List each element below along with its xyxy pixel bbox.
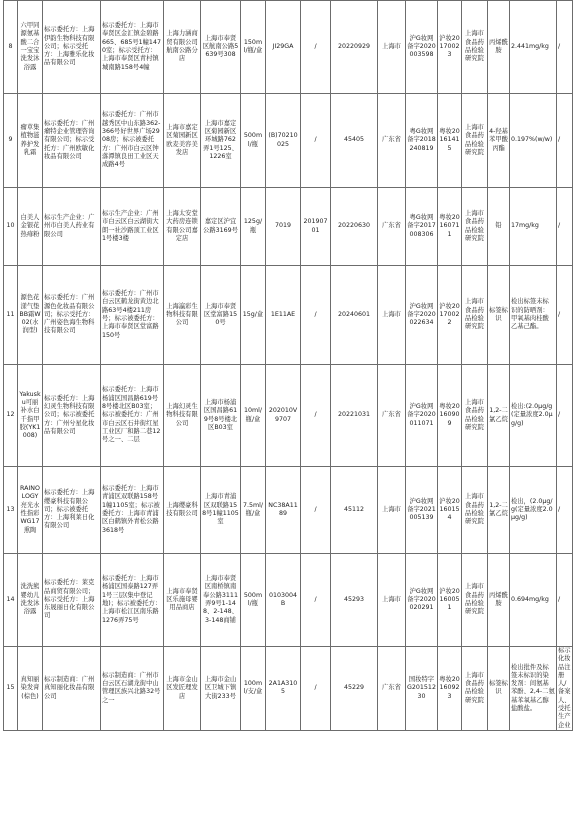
cell-spec: [241, 1, 266, 94]
cell-province: [378, 188, 406, 266]
cell-product-name-text: 六甲同源氨基酸二合一宝宝洗发沐浴露: [20, 22, 40, 71]
cell-batch-text: 0103004B: [268, 591, 298, 607]
cell-batch: [266, 94, 301, 188]
table-row: [4, 365, 573, 467]
cell-test-result: [510, 467, 557, 554]
cell-filing-number-text: 沪G妆网备字2020003598: [407, 34, 436, 59]
cell-failed-item: [488, 647, 510, 731]
cell-expiry-date: [331, 365, 378, 467]
cell-seller: [164, 467, 201, 554]
cell-production-license: [438, 467, 462, 554]
cell-test-result-text: 检出批件及标签未标识的染发剂：间氨基苯酚、2,4-二氨基苯氧基乙醇盐酸盐。: [511, 663, 555, 713]
cell-production-date: [301, 647, 331, 731]
cell-no-text: 9: [8, 136, 13, 144]
cell-production-date: [301, 94, 331, 188]
cell-failed-item-text: 1,2-二氯乙烷: [489, 407, 508, 423]
cell-production-license-text: 沪妆20160154: [439, 497, 460, 522]
cell-test-result-text: 检出，(2.0μg/g(定量浓度2.0μg/g): [511, 497, 553, 522]
cell-note: [557, 467, 573, 554]
cell-product-name-text: Yakusku可丽补水白千指甲胶(YK1008): [19, 390, 41, 440]
cell-company-address-text: 标示生产企业：广州市白云区白云湖街大朗一社沙路顶工业区1号楼3楼: [102, 209, 159, 242]
cell-expiry-date: [331, 554, 378, 647]
cell-spec-text: 500ml/瓶: [243, 132, 263, 148]
cell-filing-number-text: 沪G妆网备字2020011071: [407, 403, 436, 427]
cell-company-address-text: 标示委托方：上海市青浦区双联路158号1幢1105室；标示被委托方：上海市青浦区白鹤镇外青松公路3618号: [102, 485, 160, 534]
cell-seller: [164, 266, 201, 365]
cell-batch: [266, 188, 301, 266]
cell-province-text: 上海市: [382, 42, 401, 50]
cell-company-address: [101, 1, 164, 94]
cell-seller-address-text: 上海市青浦区双联路158号1幢1105室: [202, 493, 239, 526]
cell-company: [43, 647, 101, 731]
cell-testing-lab-text: 上海市食品药品检验研究院: [465, 123, 484, 156]
cell-expiry-date: [331, 467, 378, 554]
cell-company-text: 标示制造商：广州真知丽化妆品有限公司: [44, 676, 95, 700]
cell-production-license-text: 粤妆20161415: [439, 128, 460, 152]
cell-production-license: [438, 647, 462, 731]
cell-province-text: 广东省: [382, 411, 401, 419]
cell-seller-address: [201, 1, 241, 94]
cell-test-result: [510, 188, 557, 266]
cell-seller-text: 上海力涵商贸有限公司航南公路分店: [166, 30, 198, 63]
cell-no-text: 8: [8, 42, 13, 50]
cell-product-name: [18, 647, 43, 731]
cell-testing-lab: [462, 1, 488, 94]
cell-company-address: [101, 647, 164, 731]
cell-product-name: [18, 365, 43, 467]
cell-spec: [241, 467, 266, 554]
cell-production-date-text: /: [314, 684, 317, 692]
cell-testing-lab-text: 上海市食品药品检验研究院: [465, 671, 484, 704]
cell-filing-number: [406, 365, 438, 467]
cell-note: [557, 365, 573, 467]
cell-company-address-text: 标示委托方：上海市杨浦区国泰路127弄1号三层(集中登记地)；标示被委托方：上海市松江区南乐路1276弄75号: [102, 575, 162, 624]
cell-production-license: [438, 266, 462, 365]
cell-company-text: 标示生产企业：广州市白美人药业有限公司: [44, 214, 95, 238]
cell-note-text: /: [558, 310, 561, 318]
cell-company-address: [101, 365, 164, 467]
table-row: [4, 188, 573, 266]
cell-note-text: /: [558, 42, 561, 50]
cell-expiry-date-text: 45112: [343, 505, 365, 513]
cell-note-text: /: [558, 595, 561, 603]
cell-province: [378, 554, 406, 647]
cell-failed-item-text: 4-羟基苯甲酸丙酯: [489, 128, 508, 152]
cell-product-name: [18, 467, 43, 554]
cell-province: [378, 467, 406, 554]
cell-no-text: 14: [6, 595, 15, 603]
cell-production-license-text: 粤妆20160711: [439, 214, 460, 238]
cell-expiry-date-text: 20221031: [337, 411, 371, 419]
cell-seller-text: 上海市奉贤区乐施母婴用品商店: [166, 587, 198, 612]
cell-testing-lab: [462, 94, 488, 188]
cell-company-address-text: 标示委托方：广州市白云区鹤龙街黄边北路63号4楼211房号；标示被委托方：上海市奉贤区堂富路150号: [102, 290, 159, 339]
cell-failed-item: [488, 365, 510, 467]
cell-no-text: 13: [6, 505, 15, 513]
cell-product-name: [18, 554, 43, 647]
cell-test-result: [510, 365, 557, 467]
cell-spec: [241, 554, 266, 647]
cell-expiry-date-text: 20220929: [337, 42, 371, 50]
cell-production-license-text: 沪妆20170022: [439, 302, 460, 327]
cell-company-text: 标示委托方：上海缨豪科技有限公司；标示被委托方：上海利莱日化有限公司: [44, 489, 95, 530]
table-row: [4, 266, 573, 365]
cell-batch: [266, 1, 301, 94]
cell-spec: [241, 647, 266, 731]
cell-test-result-text: 检出标签未标识的防晒剂：甲氧基肉桂酸乙基己酯。: [511, 298, 549, 331]
cell-seller-text: 上海太安堂大药房连锁有限公司嘉定店: [166, 209, 198, 242]
cell-note: [557, 554, 573, 647]
cell-batch: [266, 266, 301, 365]
cell-seller-address-text: 上海市嘉定区菊园新区环城路762弄1号125、1226室: [203, 119, 238, 160]
cell-no-text: 11: [6, 310, 15, 318]
cell-no: [4, 188, 18, 266]
cell-batch: [266, 365, 301, 467]
cell-spec: [241, 188, 266, 266]
cell-company: [43, 467, 101, 554]
cell-no: [4, 554, 18, 647]
cell-seller-address: [201, 554, 241, 647]
cell-spec-text: 125g/瓶: [243, 218, 263, 234]
cell-production-date-text: 20190701: [303, 218, 328, 234]
cell-spec-text: 7.5ml/瓶/盒: [242, 501, 264, 517]
cell-filing-number: [406, 554, 438, 647]
cell-spec-text: 10ml/瓶/盒: [243, 407, 263, 423]
cell-seller-address: [201, 647, 241, 731]
table-row: [4, 467, 573, 554]
cell-production-date-text: /: [314, 411, 317, 419]
cell-expiry-date-text: 45293: [343, 595, 365, 603]
cell-testing-lab: [462, 554, 488, 647]
cell-company-text: 标示委托方：上海伊韵生物科技有限公司；标示受托方：上海雅乐化妆品有限公司: [44, 26, 95, 67]
cell-testing-lab: [462, 188, 488, 266]
cell-spec-text: 150ml/瓶/盒: [243, 38, 263, 54]
cell-production-date-text: /: [314, 310, 317, 318]
cell-company: [43, 1, 101, 94]
cell-seller-address: [201, 266, 241, 365]
cell-seller: [164, 1, 201, 94]
cell-product-name-text: 洗洗熊婴幼儿洗发沐浴露: [20, 583, 40, 616]
cell-batch-text: NC38A1189: [268, 501, 298, 517]
cell-seller-address-text: 上海市杨浦区国昌路619号8号楼北区B03室: [203, 398, 238, 431]
cell-product-name-text: 源色花漾气垫BB霜W02(水润型): [19, 294, 41, 335]
cell-filing-number-text: 粤G妆网备字2018240819: [407, 128, 436, 152]
cell-filing-number-text: 国妆特字G20151230: [407, 676, 436, 700]
cell-company-address: [101, 266, 164, 365]
cell-filing-number: [406, 266, 438, 365]
cell-batch: [266, 554, 301, 647]
cell-failed-item-text: 丙烯酰胺: [489, 38, 508, 54]
cell-production-date: [301, 188, 331, 266]
cell-filing-number: [406, 188, 438, 266]
cell-test-result-text: 17mg/kg: [511, 222, 539, 230]
cell-production-date-text: /: [314, 595, 317, 603]
cell-company: [43, 365, 101, 467]
cell-product-name: [18, 1, 43, 94]
cell-company-address: [101, 467, 164, 554]
cell-company-address: [101, 94, 164, 188]
cell-expiry-date-text: 45405: [343, 136, 365, 144]
cell-test-result-text: 2.441mg/kg: [511, 42, 549, 50]
cell-spec-text: 100ml/支/盒: [243, 680, 263, 696]
cell-failed-item: [488, 467, 510, 554]
cell-note-text: /: [558, 222, 561, 230]
cell-note: [557, 188, 573, 266]
cell-company: [43, 94, 101, 188]
cell-failed-item: [488, 188, 510, 266]
cell-expiry-date: [331, 266, 378, 365]
cell-production-license-text: 粤妆20160909: [439, 403, 460, 427]
cell-production-date: [301, 1, 331, 94]
inspection-results-table: [3, 0, 573, 731]
cell-seller-address: [201, 94, 241, 188]
cell-failed-item-text: 标签标识: [489, 680, 508, 696]
cell-production-date-text: /: [314, 42, 317, 50]
cell-filing-number: [406, 1, 438, 94]
cell-company-address-text: 标示制造商：广州市白云区石湖龙街中山管理区族兴北路32号之一: [102, 671, 161, 704]
cell-company-text: 标示委托方：上海幻灵生物科技有限公司；标示被委托方：广州兮星化妆品有限公司: [44, 394, 95, 435]
cell-production-license-text: 沪妆20170023: [439, 34, 460, 59]
cell-expiry-date-text: 20220630: [337, 222, 371, 230]
cell-production-license: [438, 1, 462, 94]
cell-failed-item: [488, 94, 510, 188]
cell-test-result-text: 0.197%(w/w): [511, 136, 553, 144]
table-row: [4, 554, 573, 647]
cell-expiry-date-text: 20240601: [337, 310, 371, 318]
cell-product-name: [18, 188, 43, 266]
cell-seller: [164, 647, 201, 731]
cell-seller: [164, 188, 201, 266]
table-row: [4, 94, 573, 188]
cell-spec-text: 500ml/瓶: [243, 591, 263, 607]
cell-no: [4, 1, 18, 94]
cell-failed-item-text: 标签标识: [489, 306, 508, 322]
cell-production-license: [438, 554, 462, 647]
cell-test-result-text: 检出:(2.0μg/g(定量浓度2.0μg/g): [511, 403, 553, 427]
cell-province: [378, 266, 406, 365]
cell-company-address-text: 标示委托方：上海市杨浦区国昌路619号8号楼北区B03室；标示被委托方：广州市白云区石井街红星工业区厂和路二巷12号之一、二层: [102, 386, 161, 444]
cell-test-result: [510, 554, 557, 647]
cell-production-license: [438, 188, 462, 266]
cell-no-text: 12: [6, 411, 15, 419]
cell-company-address: [101, 188, 164, 266]
cell-test-result: [510, 1, 557, 94]
cell-failed-item-text: 丙烯酰胺: [489, 591, 508, 607]
table-row: [4, 647, 573, 731]
cell-product-name: [18, 266, 43, 365]
cell-batch-text: 7019: [274, 222, 292, 230]
cell-testing-lab: [462, 647, 488, 731]
cell-no: [4, 266, 18, 365]
cell-note-text: /: [558, 411, 561, 419]
cell-filing-number-text: 沪G妆网备字2020020291: [407, 587, 436, 612]
cell-expiry-date: [331, 188, 378, 266]
cell-seller-text: 上海市嘉定区菊园新区欧麦美容美发店: [166, 123, 198, 156]
cell-batch-text: 202010V9707: [268, 407, 298, 423]
cell-testing-lab: [462, 266, 488, 365]
cell-product-name-text: 白美人金银花热痱粉: [20, 214, 40, 238]
cell-production-license-text: 沪妆20160051: [439, 587, 460, 612]
cell-production-date-text: /: [314, 505, 317, 513]
cell-no: [4, 467, 18, 554]
cell-testing-lab: [462, 467, 488, 554]
cell-province-text: 上海市: [382, 595, 401, 603]
cell-failed-item: [488, 1, 510, 94]
cell-production-date: [301, 266, 331, 365]
cell-company-address-text: 标示委托方：上海市奉贤区金汇镇金碧路665、685号1幢1470室；标示受托方：上海市奉贤区青村镇城南路158号4幢: [102, 22, 161, 71]
cell-test-result: [510, 266, 557, 365]
cell-province-text: 上海市: [382, 310, 401, 318]
cell-testing-lab-text: 上海市食品药品检验研究院: [465, 493, 484, 526]
cell-seller-address-text: 上海市奉贤区南桥镇南奉公路3111弄9号1-148、2-148、3-148商铺: [203, 575, 238, 624]
cell-test-result: [510, 94, 557, 188]
table-row: [4, 1, 573, 94]
cell-note-text: /: [558, 505, 561, 513]
cell-note: [557, 94, 573, 188]
cell-batch: [266, 467, 301, 554]
cell-note-text: 标示化妆品注册人/备案人、受托生产企业: [558, 647, 571, 729]
cell-province-text: 上海市: [382, 505, 401, 513]
cell-province: [378, 365, 406, 467]
cell-company-text: 标示委托方：莱克品商贸有限公司；标示受托方：上海东晟丽日化有限公司: [44, 579, 95, 620]
cell-failed-item: [488, 554, 510, 647]
cell-production-date: [301, 554, 331, 647]
cell-province: [378, 1, 406, 94]
cell-note: [557, 1, 573, 94]
cell-filing-number-text: 粤G妆网备字2017008306: [407, 214, 436, 238]
cell-production-date-text: /: [314, 136, 317, 144]
cell-seller-address: [201, 365, 241, 467]
cell-seller: [164, 94, 201, 188]
cell-testing-lab-text: 上海市食品药品检验研究院: [465, 583, 484, 616]
cell-production-date: [301, 467, 331, 554]
cell-failed-item-text: 铅: [495, 222, 502, 230]
cell-seller-text: 上海瀛彩生物科技有限公司: [166, 302, 198, 327]
cell-production-license: [438, 365, 462, 467]
cell-no: [4, 647, 18, 731]
cell-province-text: 广东省: [382, 684, 401, 692]
cell-product-name-text: RAINOLOGY亮光水性指彩WG17熏陶: [20, 485, 40, 534]
cell-company-address: [101, 554, 164, 647]
cell-production-date: [301, 365, 331, 467]
cell-seller-address-text: 上海市奉贤区航南公路5639号308: [202, 34, 239, 59]
cell-seller: [164, 554, 201, 647]
cell-no-text: 15: [6, 684, 15, 692]
cell-batch-text: 1E11AE: [270, 310, 296, 318]
cell-expiry-date: [331, 647, 378, 731]
cell-failed-item-text: 1,2-二氯乙烷: [489, 501, 508, 517]
cell-testing-lab: [462, 365, 488, 467]
cell-expiry-date: [331, 1, 378, 94]
cell-testing-lab-text: 上海市食品药品检验研究院: [465, 209, 484, 242]
cell-spec-text: 15g/盒: [242, 310, 264, 318]
cell-batch-text: 2A1A3105: [268, 680, 298, 696]
cell-no-text: 10: [6, 222, 15, 230]
cell-seller-text: 上海市金山区发匠理发店: [166, 676, 198, 700]
cell-company-address-text: 标示委托方：广州市越秀区中山东路362-366号好世界广场2908房；标示被委托方：广州市白云区钟落潭镇良田工业区天成路4号: [102, 111, 161, 169]
cell-filing-number: [406, 94, 438, 188]
cell-production-license-text: 粤妆20160923: [439, 676, 460, 700]
cell-company: [43, 188, 101, 266]
cell-seller-address-text: 上海市奉贤区堂富路150号: [203, 302, 238, 327]
cell-production-license: [438, 94, 462, 188]
cell-seller-text: 上海缨豪科技有限公司: [166, 501, 198, 517]
cell-filing-number: [406, 647, 438, 731]
cell-expiry-date-text: 45229: [343, 684, 365, 692]
cell-testing-lab-text: 上海市食品药品检验研究院: [465, 398, 484, 431]
cell-product-name-text: 真知丽染发膏(棕色): [20, 676, 40, 700]
cell-seller-address: [201, 467, 241, 554]
cell-test-result: [510, 647, 557, 731]
cell-province-text: 广东省: [382, 136, 401, 144]
cell-company: [43, 554, 101, 647]
cell-seller-address-text: 嘉定区沪宜公路3169号: [203, 218, 238, 234]
cell-seller-address: [201, 188, 241, 266]
cell-filing-number-text: 沪G妆网备字2021005139: [407, 497, 436, 522]
cell-note: [557, 647, 573, 731]
cell-testing-lab-text: 上海市食品药品检验研究院: [465, 30, 484, 63]
cell-province: [378, 94, 406, 188]
cell-seller-address-text: 上海市金山区卫城下镇大街233号: [204, 676, 237, 700]
cell-spec: [241, 266, 266, 365]
cell-note-text: /: [558, 136, 561, 144]
cell-province-text: 广东省: [382, 222, 401, 230]
cell-province: [378, 647, 406, 731]
cell-filing-number-text: 沪G妆网备字2020022634: [407, 302, 436, 327]
cell-batch: [266, 647, 301, 731]
cell-spec: [241, 94, 266, 188]
cell-product-name-text: 瘤草集植物滋养护发乳霜: [20, 123, 40, 156]
cell-note: [557, 266, 573, 365]
cell-seller-text: 上海幻灵生物科技有限公司: [166, 403, 198, 427]
cell-batch-text: (B)70210025: [268, 132, 298, 148]
cell-seller: [164, 365, 201, 467]
cell-spec: [241, 365, 266, 467]
cell-filing-number: [406, 467, 438, 554]
cell-no: [4, 94, 18, 188]
cell-product-name: [18, 94, 43, 188]
cell-no: [4, 365, 18, 467]
cell-company: [43, 266, 101, 365]
cell-expiry-date: [331, 94, 378, 188]
cell-company-text: 标示委托方：广州源色化妆品有限公司；标示受托方：广州姿色海生物科技有限公司: [44, 294, 95, 335]
cell-company-text: 标示委托方：广州瘤特企业管理咨询有限公司；标示受托方：广州欧敏化妆品有限公司: [44, 119, 95, 160]
cell-test-result-text: 0.694mg/kg: [511, 595, 549, 603]
cell-testing-lab-text: 上海市食品药品检验研究院: [465, 298, 484, 331]
cell-batch-text: JI29GA: [272, 42, 294, 50]
cell-failed-item: [488, 266, 510, 365]
